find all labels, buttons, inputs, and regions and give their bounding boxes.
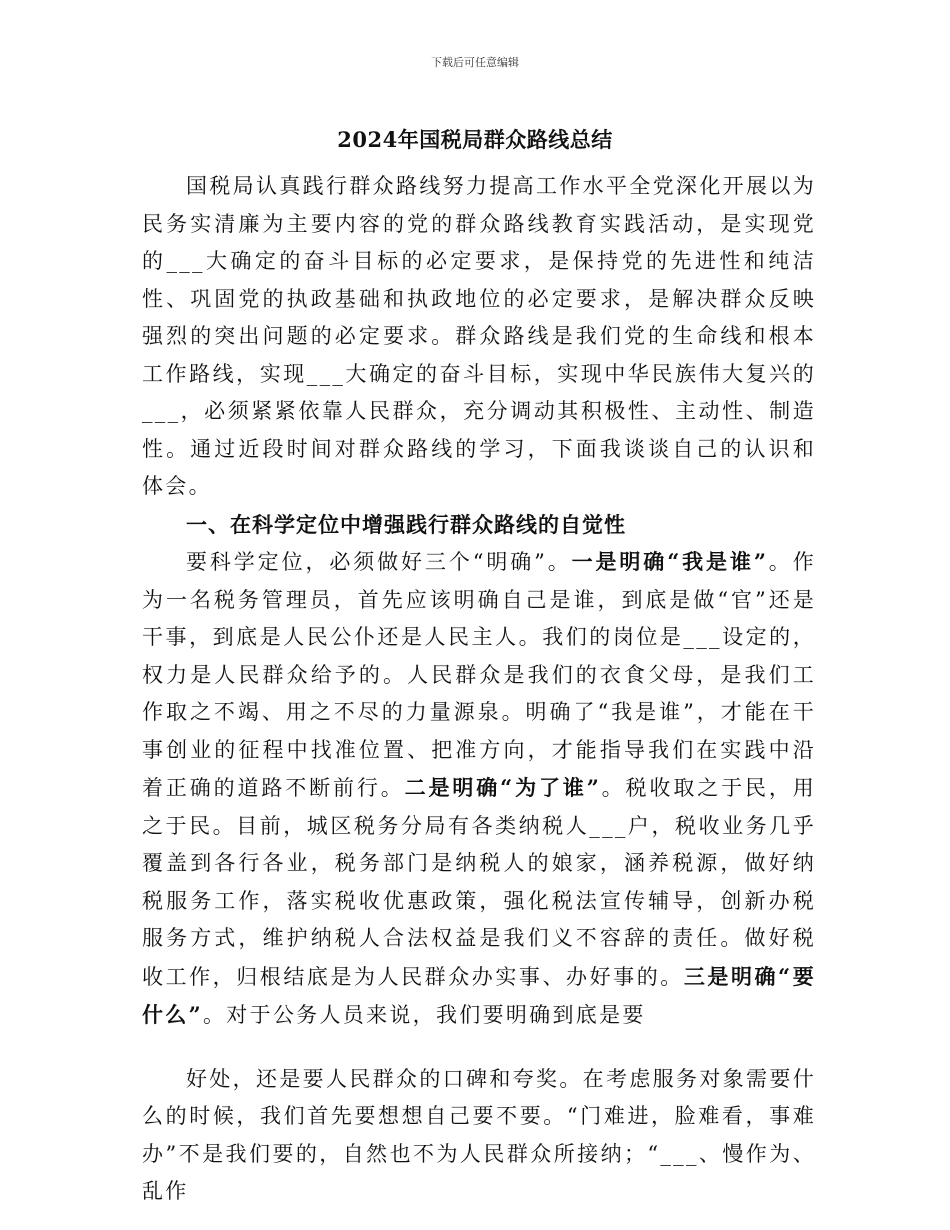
- text-segment: 。对于公务人员来说，我们要明确到底是要: [202, 1003, 646, 1027]
- header-note: 下载后可任意编辑: [431, 56, 519, 69]
- text-segment: 。作为一名税务管理员，首先应该明确自己是谁，到底是做“官”还是干事，到底是人民公仆还是人民主人。我们的岗位是___设定的，权力是人民群众给予的。人民群众是我们的衣食父母，是我们工作取之不竭、用之不尽的力量源泉。明确了“我是谁”，才能在干事创业的征程中找准位置、把准方向，才能指导我们在实践中沿着正确的道路不断前行。: [142, 550, 817, 800]
- text-segment: 。税收取之于民，用之于民。目前，城区税务分局有各类纳税人___户，税收业务几乎覆盖到各行各业，税务部门是纳税人的娘家，涵养税源，做好纳税服务工作，落实税收优惠政策，强化税法宣传辅导，创新办税服务方式，维护纳税人合法权益是我们义不容辞的责任。做好税收工作，归根结底是为人民群众办实事、办好事的。: [142, 776, 816, 989]
- text-segment: 要科学定位，必须做好三个“明确”。: [186, 550, 572, 574]
- bold-point-3: 三是明确“要什么”: [142, 963, 816, 1027]
- three-clarities-paragraph: [142, 543, 816, 1035]
- bold-point-2: 二是明确“为了谁”: [404, 775, 602, 800]
- section-heading: 一、在科学定位中增强践行群众路线的自觉性: [186, 511, 626, 537]
- document-body: [142, 168, 816, 1211]
- bold-point-1: 一是明确“我是谁”: [571, 549, 769, 574]
- page-title: 2024年国税局群众路线总结: [337, 127, 613, 152]
- continuation-paragraph: 好处，还是要人民群众的口碑和夸奖。在考虑服务对象需要什么的时候，我们首先要想想自己要不要。“门难进，脸难看，事难办”不是我们要的，自然也不为人民群众所接纳；“___、慢作为、乱作: [142, 1066, 816, 1203]
- intro-paragraph: 国税局认真践行群众路线努力提高工作水平全党深化开展以为民务实清廉为主要内容的党的群众路线教育实践活动，是实现党的___大确定的奋斗目标的必定要求，是保持党的先进性和纯洁性、巩固党的执政基础和执政地位的必定要求，是解决群众反映强烈的突出问题的必定要求。群众路线是我们党的生命线和根本工作路线，实现___大确定的奋斗目标，实现中华民族伟大复兴的___，必须紧紧依靠人民群众，充分调动其积极性、主动性、制造性。通过近段时间对群众路线的学习，下面我谈谈自己的认识和体会。: [142, 174, 816, 498]
